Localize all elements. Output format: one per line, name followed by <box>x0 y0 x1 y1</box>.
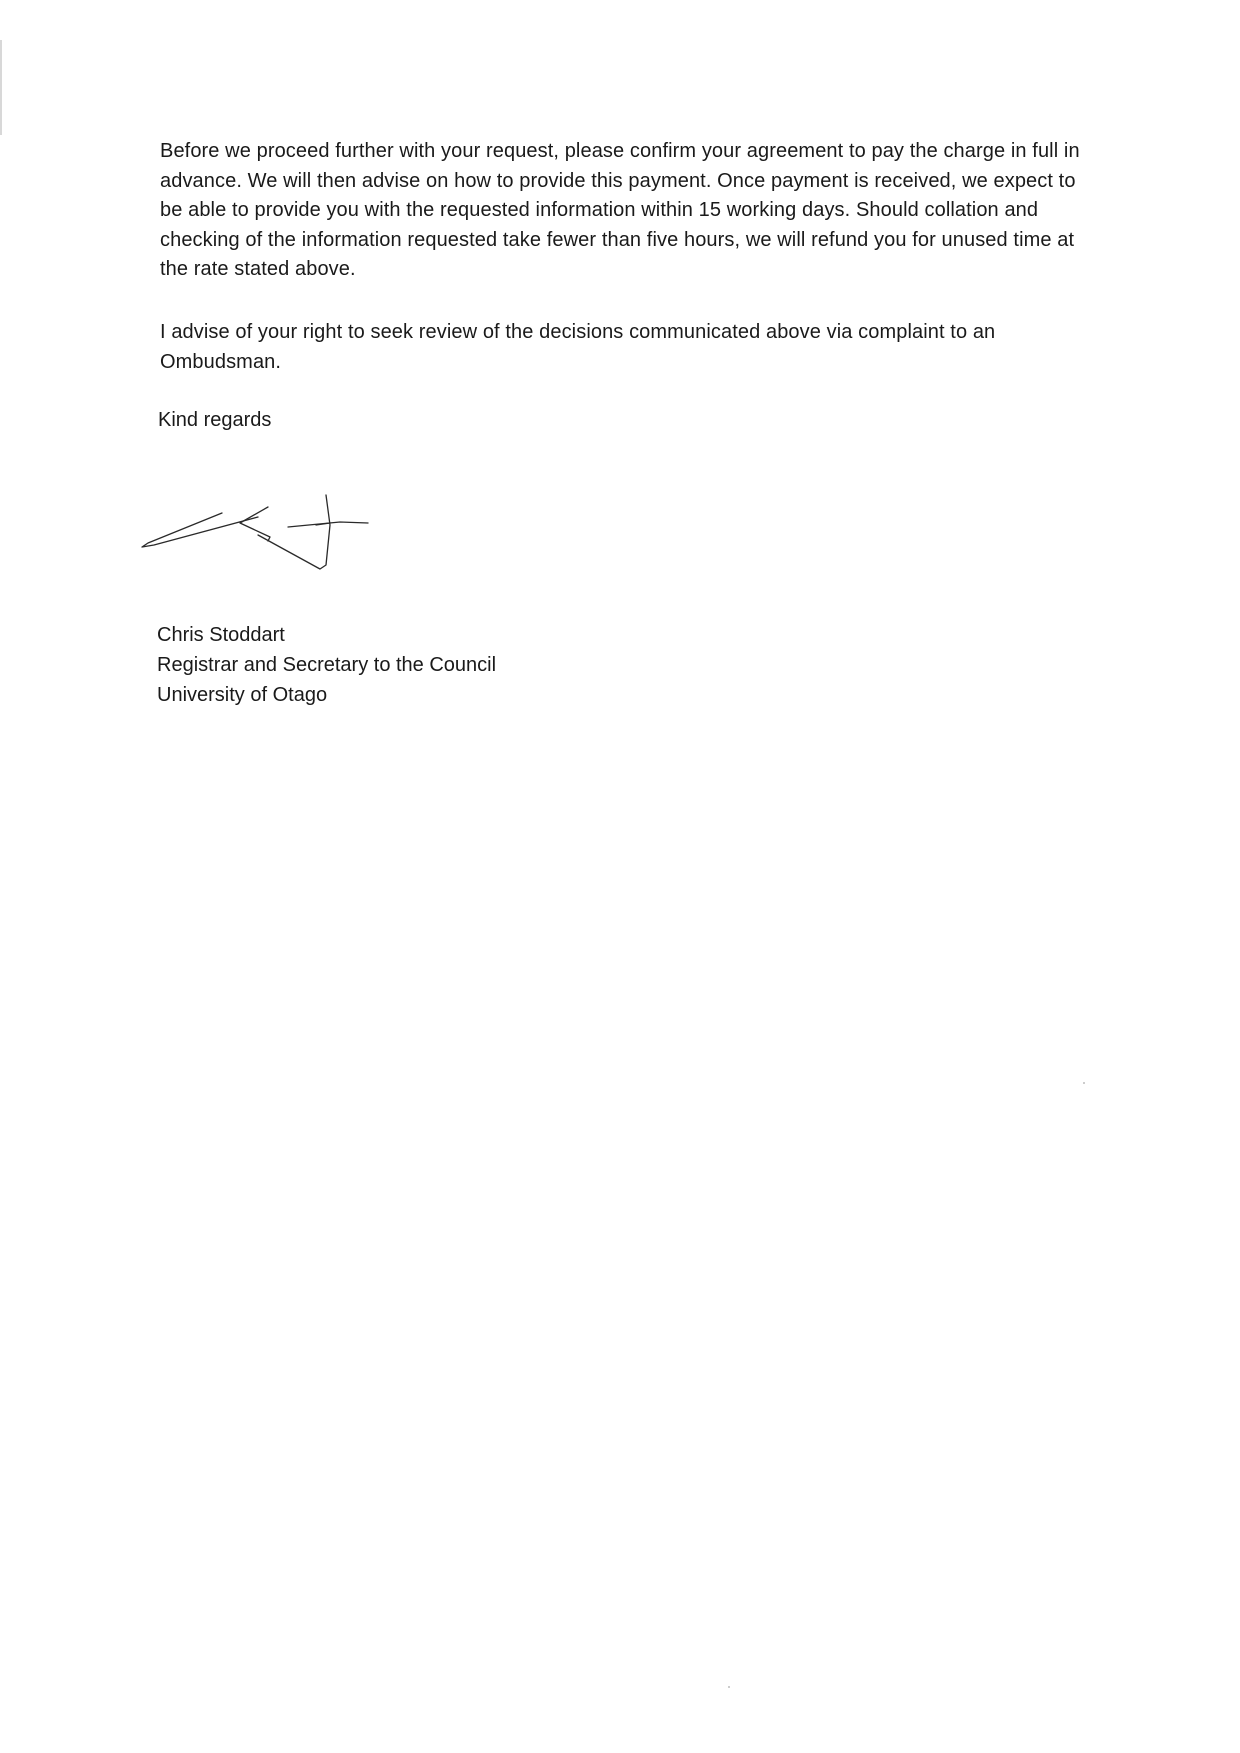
review-rights-paragraph: I advise of your right to seek review of the decisions communicated above via complaint to an Ombudsman. <box>160 321 996 373</box>
signatory-title: Registrar and Secretary to the Council <box>157 654 497 676</box>
scan-speck <box>1083 1082 1085 1084</box>
scan-edge-mark <box>0 40 2 135</box>
scan-speck <box>728 1686 730 1688</box>
handwritten-signature <box>140 485 420 585</box>
closing-salutation: Kind regards <box>158 409 272 431</box>
signature-block <box>157 620 496 710</box>
signatory-name: Chris Stoddart <box>157 624 285 646</box>
payment-paragraph: Before we proceed further with your request, please confirm your agreement to pay the charge in full in advance. We will then advise on how to provide this payment. Once payment is received, we expect to be able to provide you with the requested information within 15 working days. Should collation and checking of the information requested take fewer than five hours, we will refund you for unused time at the rate stated above. <box>160 140 1080 280</box>
signatory-organisation: University of Otago <box>157 684 328 706</box>
